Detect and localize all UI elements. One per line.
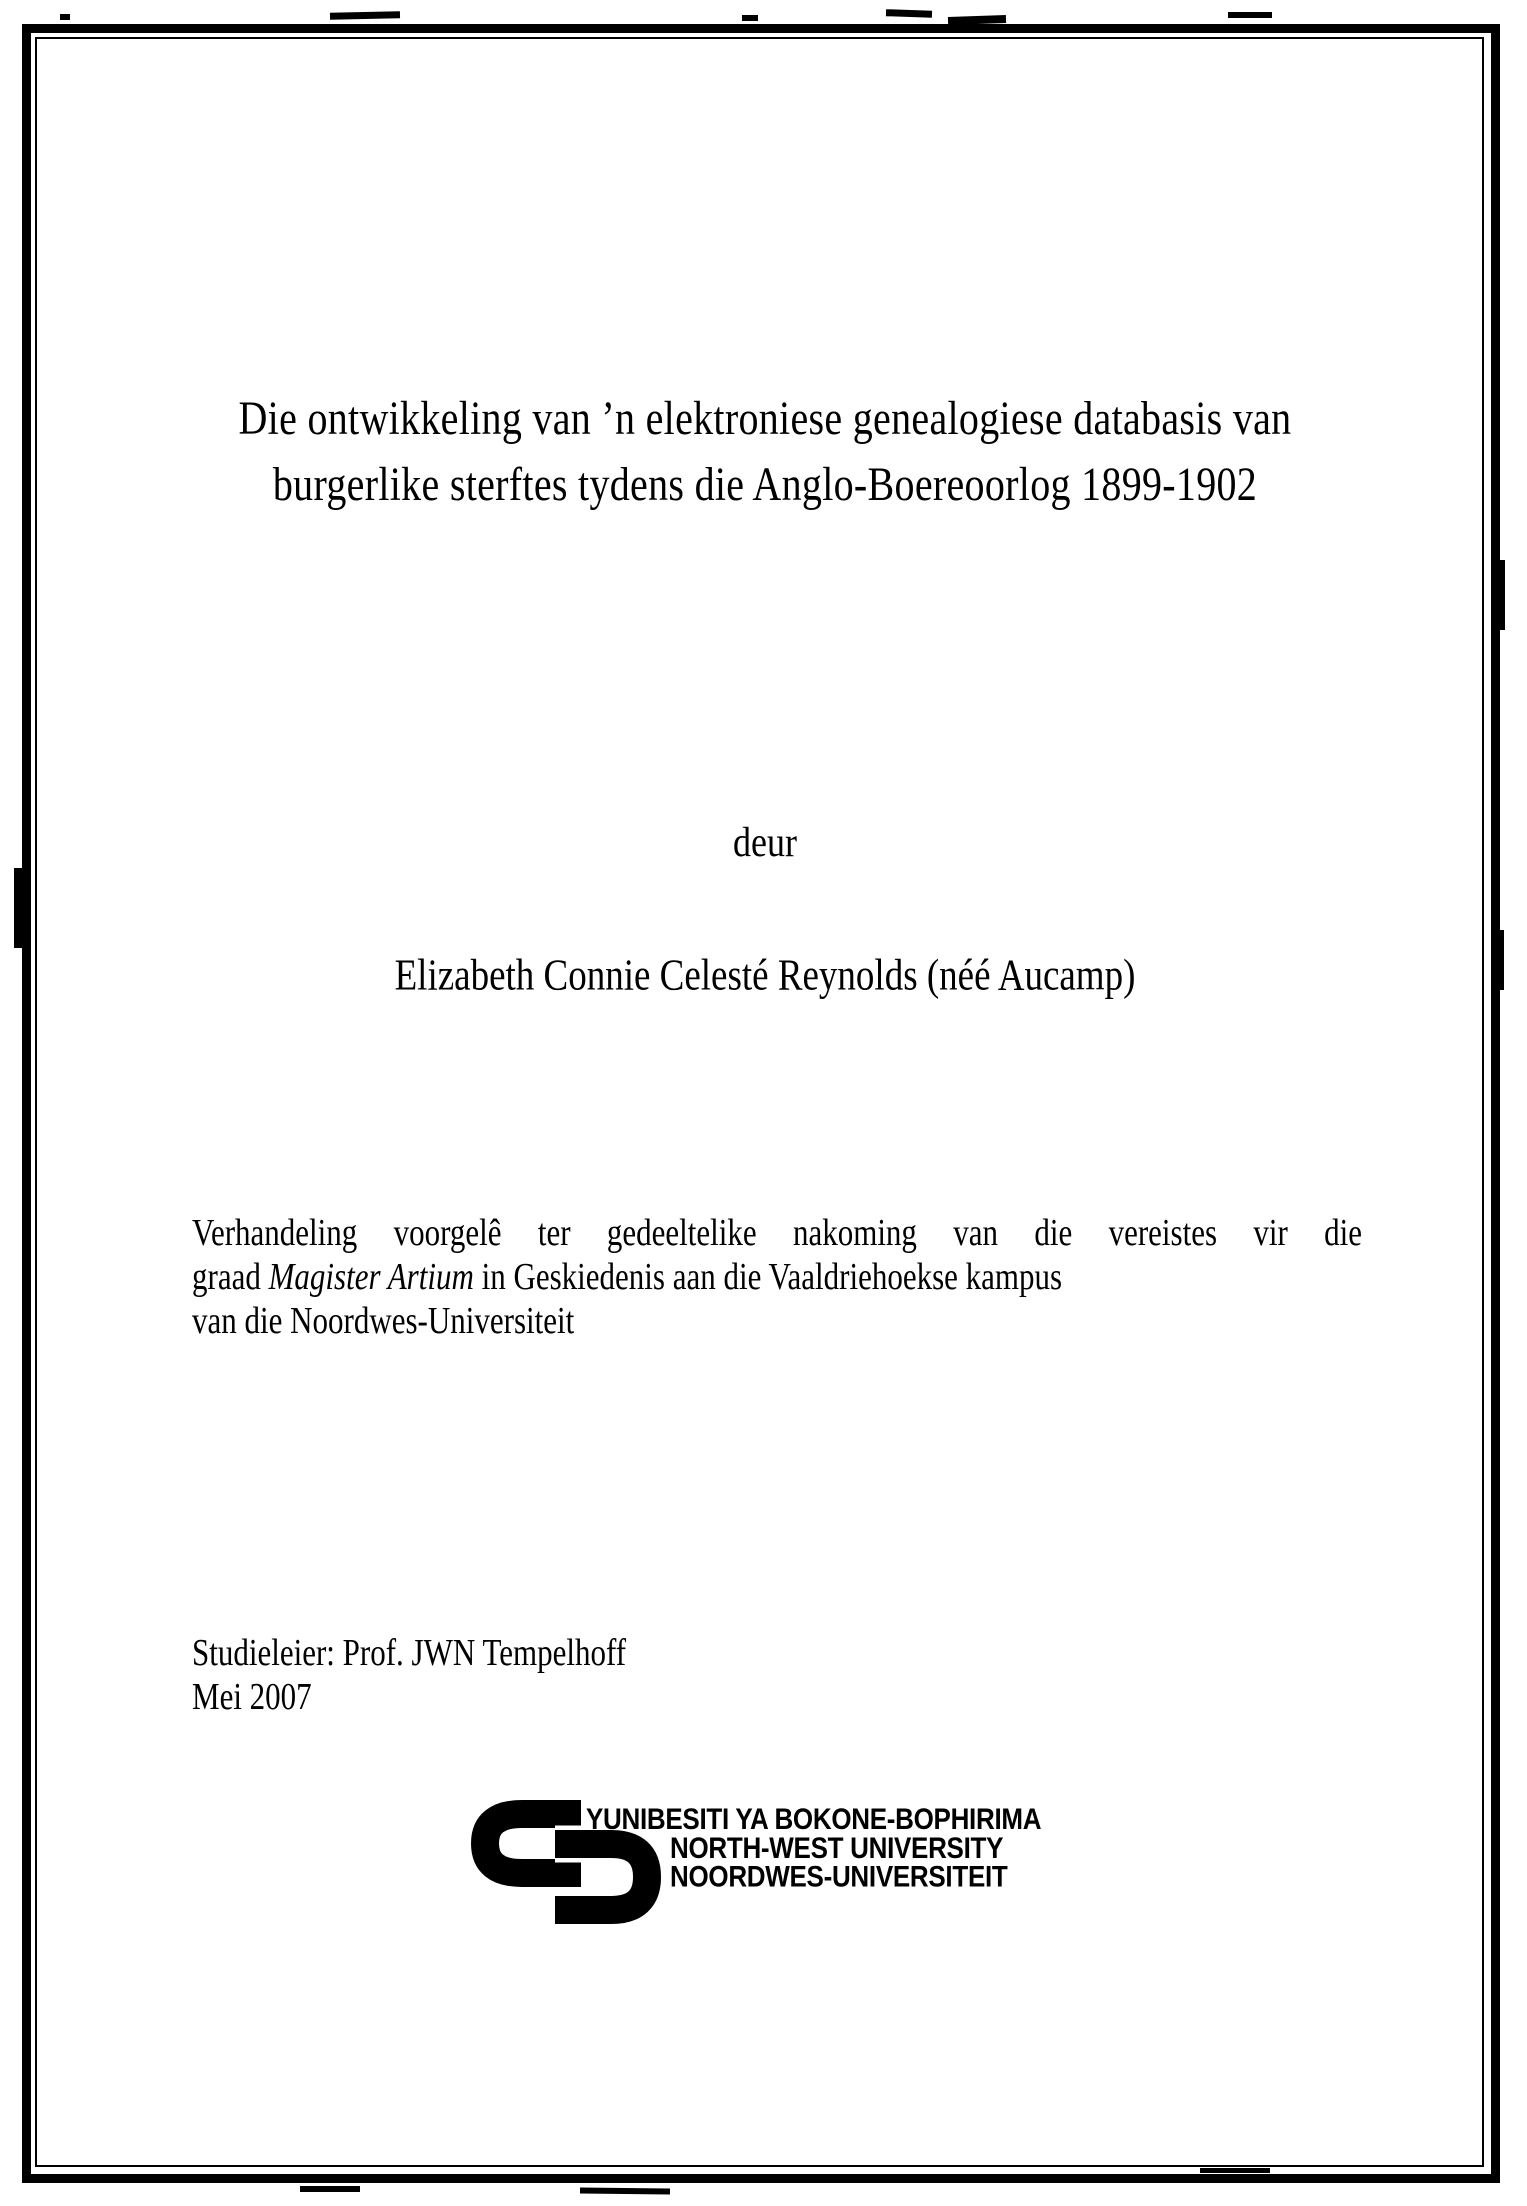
degree-name-italic: Magister Artium <box>268 1254 474 1298</box>
degree-statement-line3: van die Noordwes-Universiteit <box>192 1298 575 1342</box>
scan-artifact <box>1497 560 1505 630</box>
degree-statement-line2-post: in Geskiedenis aan die Vaaldriehoekse kampus <box>473 1254 1063 1298</box>
scan-artifact <box>1228 12 1272 18</box>
supervisor-block <box>192 1631 1092 1719</box>
scan-artifact <box>60 14 70 20</box>
degree-statement-line2 <box>192 1255 1362 1299</box>
byline-deur: deur <box>733 818 797 866</box>
scan-artifact <box>300 2186 360 2192</box>
scan-artifact <box>330 11 400 19</box>
logo-text-english: NORTH-WEST UNIVERSITY <box>670 1830 1004 1865</box>
thesis-title-line1: Die ontwikkeling van ’n elektroniese genealogiese databasis van <box>238 391 1292 445</box>
thesis-title <box>120 385 1410 517</box>
degree-statement-line1: Verhandeling voorgelê ter gedeeltelike nakoming van die vereistes vir die <box>192 1211 1362 1254</box>
nwu-logo-text <box>586 1801 1042 1894</box>
nwu-logo <box>465 1798 1125 1943</box>
degree-statement <box>192 1211 1362 1343</box>
degree-statement-line2-pre: graad <box>192 1254 269 1298</box>
scan-artifact <box>1200 2168 1270 2173</box>
supervisor-line: Studieleier: Prof. JWN Tempelhoff <box>192 1631 627 1674</box>
scan-artifact <box>742 15 758 21</box>
logo-text-afrikaans: NOORDWES-UNIVERSITEIT <box>670 1859 1008 1894</box>
date-line: Mei 2007 <box>192 1674 312 1718</box>
scan-artifact <box>580 2188 670 2195</box>
scan-artifact <box>886 9 932 18</box>
logo-text-setswana: YUNIBESITI YA BOKONE-BOPHIRIMA <box>586 1801 1042 1837</box>
scan-artifact <box>1495 930 1504 990</box>
author-name: Elizabeth Connie Celesté Reynolds (néé Aucamp) <box>394 951 1136 1001</box>
thesis-title-line2: burgerlike sterftes tydens die Anglo-Boereoorlog 1899-1902 <box>272 457 1258 511</box>
scan-artifact <box>14 868 23 948</box>
